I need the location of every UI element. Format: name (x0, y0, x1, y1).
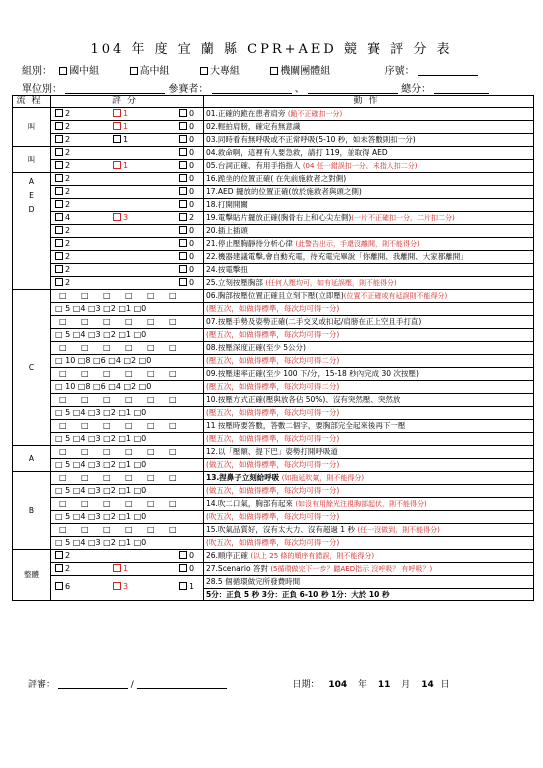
item-02: 02.輕拍肩膀，確定有無意識 (204, 121, 534, 134)
score-table (12, 95, 534, 601)
table-row (13, 173, 534, 186)
table-row (13, 524, 534, 537)
item-24: 24.按電擊扭 (204, 264, 534, 277)
section-b: B (13, 472, 51, 550)
table-row (13, 342, 534, 355)
date-year-unit: 年 (358, 680, 368, 690)
reviewer-field-2[interactable] (137, 678, 227, 689)
score-cell[interactable]: 2 0 (51, 173, 204, 186)
participant-field-2[interactable] (308, 83, 398, 94)
table-row (13, 186, 534, 199)
table-header (13, 96, 534, 108)
group-agency-label: 機關團體組 (280, 66, 331, 77)
participant-label: 參賽者： (168, 84, 209, 95)
item-07-sub: (壓五次，如做得標準，每次均可得一分) (204, 329, 534, 342)
participant-sep: 、 (294, 84, 305, 95)
score-boxes-row[interactable]: □ □ □ □ □ □ (51, 498, 204, 511)
score-boxes-row[interactable]: □ □ □ □ □ □ (51, 368, 204, 381)
score-cell[interactable]: 2 1 0 (51, 121, 204, 134)
unit-field[interactable] (65, 83, 165, 94)
participant-row (22, 80, 532, 95)
item-14-sub: (吹五次，如做得標準，每次均可得一分) (204, 511, 534, 524)
item-04: 04.救命啊，這裡有人要急救，請打 119，並取得 AED (204, 147, 534, 160)
header-action: 動作 (204, 96, 534, 108)
group-college-label: 大專組 (209, 66, 240, 77)
score-cell[interactable]: 2 1 0 (51, 134, 204, 147)
score-scale-10[interactable]: □ 10 □8 □6 □4 □2 □0 (51, 355, 204, 368)
date-day-unit: 日 (440, 680, 450, 690)
table-row (13, 576, 534, 589)
item-18: 18.打開開關 (204, 199, 534, 212)
score-cell[interactable]: 4 3 2 (51, 212, 204, 225)
total-field[interactable] (434, 83, 489, 94)
table-row (13, 108, 534, 121)
item-11-sub: (壓五次，如做得標準，每次均可得一分) (204, 433, 534, 446)
participant-field-1[interactable] (212, 83, 292, 94)
score-boxes-row[interactable]: □ □ □ □ □ □ (51, 446, 204, 459)
footer (28, 677, 528, 690)
score-cell[interactable]: 2 0 (51, 186, 204, 199)
group-junior-label: 國中組 (69, 66, 100, 77)
score-cell[interactable]: 2 1 0 (51, 160, 204, 173)
section-whole: 整體 (13, 550, 51, 601)
table-row (13, 420, 534, 433)
header-flow: 流程 (13, 96, 51, 108)
item-01: 01.正確的跪在患者肩旁 (跪不正確扣一分) (204, 108, 534, 121)
item-13: 13.捏鼻子立刻給呼吸 (如拖延吹氣，則不能得分) (204, 472, 534, 485)
score-scale-5[interactable]: □ 5 □4 □3 □2 □1 □0 (51, 433, 204, 446)
table-row (13, 472, 534, 485)
table-row (13, 394, 534, 407)
score-cell[interactable]: 6 3 1 (51, 576, 204, 601)
score-boxes-row[interactable]: □ □ □ □ □ □ (51, 316, 204, 329)
score-cell[interactable]: 2 0 (51, 264, 204, 277)
item-15: 15.吹氣品質好，沒有太大力、沒有超過 1 秒 (任一沒做到，則不能得分) (204, 524, 534, 537)
table-row (13, 433, 534, 446)
item-26: 26.順序正確 (以上 25 條的順序有錯誤，則不能得分) (204, 550, 534, 563)
date-label: 日期： (292, 680, 320, 690)
table-row (13, 303, 534, 316)
score-cell[interactable]: 2 0 (51, 550, 204, 563)
group-agency-checkbox[interactable] (270, 67, 278, 75)
score-boxes-row[interactable]: □ □ □ □ □ □ (51, 290, 204, 303)
section-a: A (13, 446, 51, 472)
total-label: 總分： (401, 84, 432, 95)
score-scale-5[interactable]: □ 5 □4 □3 □2 □1 □0 (51, 329, 204, 342)
item-08-sub: (壓五次，如做得標準，每次均可得二分) (204, 355, 534, 368)
item-08: 08.按壓深度正確(至少 5公分) (204, 342, 534, 355)
score-scale-5[interactable]: □ 5 □4 □3 □2 □1 □0 (51, 303, 204, 316)
seq-label: 序號： (384, 66, 415, 77)
item-13-sub: (做五次，如做得標準，每次均可得一分) (204, 485, 534, 498)
item-28: 28.5 個循環做完所發費時間 (204, 576, 534, 589)
item-25: 25.立刻按壓胸部 (任何人壓均可，如有延誤壓，則不能得分) (204, 277, 534, 290)
header-score: 評分 (51, 96, 204, 108)
date-month-unit: 月 (401, 680, 411, 690)
table-row (13, 407, 534, 420)
item-21: 21.停止壓胸靜待分析心律 (此警告出示，手還沒離開，則不能得分) (204, 238, 534, 251)
score-scale-5[interactable]: □ 5 □4 □3 □2 □1 □0 (51, 485, 204, 498)
table-row (13, 238, 534, 251)
group-senior-checkbox[interactable] (130, 67, 138, 75)
item-05: 05.台詞正確、有用手指指人 (04 任一錯誤扣一分，未指人扣二分) (204, 160, 534, 173)
item-12-sub: (做五次，如做得標準，每次均可得一分) (204, 459, 534, 472)
date-day: 14 (421, 680, 434, 690)
form-title: 104 年 度 宜 蘭 縣 CPR+AED 競 賽 評 分 表 (90, 42, 453, 57)
table-row (13, 381, 534, 394)
group-junior-checkbox[interactable] (59, 67, 67, 75)
section-aed: A E D (13, 173, 51, 290)
item-06: 06.胸部按壓位置正確且立刻下壓(立即壓)(位置不正確或有延誤則不能得分) (204, 290, 534, 303)
seq-field[interactable] (418, 65, 478, 76)
item-20: 20.插上插頭 (204, 225, 534, 238)
table-row (13, 368, 534, 381)
score-scale-5[interactable]: □ 5 □4 □3 □2 □1 □0 (51, 537, 204, 550)
score-cell[interactable]: 2 1 0 (51, 108, 204, 121)
date-year: 104 (328, 680, 348, 690)
group-college-checkbox[interactable] (200, 67, 208, 75)
table-row (13, 550, 534, 563)
item-16: 16.跪坐的位置正確( 在先前施救者之對側) (204, 173, 534, 186)
score-boxes-row[interactable]: □ □ □ □ □ □ (51, 394, 204, 407)
score-scale-10[interactable]: □ 10 □8 □6 □4 □2 □0 (51, 381, 204, 394)
item-03: 03.同時看有無呼吸或不正常呼吸(5-10 秒，如未答數則扣一分) (204, 134, 534, 147)
group-row (22, 62, 532, 77)
item-11: 11 按壓時要答數，答數二個字，要胸部完全起來後再下一壓 (204, 420, 534, 433)
item-09: 09.按壓速率正確(至少 100 下/分，15-18 秒內完成 30 次按壓) (204, 368, 534, 381)
table-row (13, 329, 534, 342)
score-boxes-row[interactable]: □ □ □ □ □ □ (51, 472, 204, 485)
item-15-sub: (吹五次，如做得標準，每次均可得一分) (204, 537, 534, 550)
group-label: 組別： (22, 66, 52, 77)
reviewer-field-1[interactable] (58, 678, 128, 689)
score-scale-5[interactable]: □ 5 □4 □3 □2 □1 □0 (51, 407, 204, 420)
table-row (13, 199, 534, 212)
table-row (13, 511, 534, 524)
item-19: 19.電擊貼片擺放正確(胸骨右上和心尖左側)(一片不正確扣一分，二片扣二分) (204, 212, 534, 225)
table-row (13, 485, 534, 498)
table-row (13, 277, 534, 290)
score-boxes-row[interactable]: □ □ □ □ □ □ (51, 524, 204, 537)
item-28-detail: 5分：正負 5 秒 3分：正負 6-10 秒 1分：大於 10 秒 (204, 588, 534, 601)
item-07: 07.按壓手勢及姿勢正確(二手交叉或扣起/肩膀在正上空且手打直) (204, 316, 534, 329)
table-row (13, 459, 534, 472)
table-row (13, 134, 534, 147)
section-call-2: 叫 (13, 147, 51, 173)
item-12: 12.以「壓額、提下巴」姿勢打開呼吸道 (204, 446, 534, 459)
date-month: 11 (377, 680, 391, 690)
item-10-sub: (壓五次，如做得標準，每次均可得一分) (204, 407, 534, 420)
score-cell[interactable]: 2 0 (51, 199, 204, 212)
table-row (13, 355, 534, 368)
section-c: C (13, 290, 51, 446)
score-cell[interactable]: 2 0 (51, 147, 204, 160)
table-row (13, 264, 534, 277)
item-06-sub: (壓五次，如做得標準，每次均可得一分) (204, 303, 534, 316)
item-27: 27.Scenario 答對 (5循環做完下一步？聽AED指示 沒呼吸？ 有呼吸？) (204, 563, 534, 576)
score-cell[interactable]: 2 0 (51, 225, 204, 238)
reviewer-slash: / (130, 680, 134, 690)
table-row (13, 446, 534, 459)
table-row (13, 290, 534, 303)
item-14: 14.吹二口氣，胸部有起來 (如沒有用餘光注視胸部起伏，則不能得分) (204, 498, 534, 511)
item-09-sub: (壓五次，如做得標準，每次均可得二分) (204, 381, 534, 394)
table-row (13, 225, 534, 238)
table-row (13, 498, 534, 511)
group-senior-label: 高中組 (139, 66, 170, 77)
table-row (13, 160, 534, 173)
table-row (13, 121, 534, 134)
score-cell[interactable]: 2 0 (51, 277, 204, 290)
section-call-1: 叫 (13, 108, 51, 147)
score-cell[interactable]: 2 0 (51, 251, 204, 264)
score-cell[interactable]: 2 1 0 (51, 563, 204, 576)
unit-label: 單位別： (22, 84, 62, 95)
table-row (13, 251, 534, 264)
table-row (13, 147, 534, 160)
item-17: 17.AED 擺放的位置正確(放於施救者與頭之側) (204, 186, 534, 199)
score-boxes-row[interactable]: □ □ □ □ □ □ (51, 420, 204, 433)
table-row (13, 563, 534, 576)
reviewer-label: 評審： (28, 680, 56, 690)
item-22: 22.機器建議電擊,會自動充電，待充電完畢說「你離開、我離開、大家都離開」 (204, 251, 534, 264)
score-scale-5[interactable]: □ 5 □4 □3 □2 □1 □0 (51, 511, 204, 524)
table-row (13, 537, 534, 550)
table-row (13, 316, 534, 329)
score-cell[interactable]: 2 0 (51, 238, 204, 251)
score-scale-5[interactable]: □ 5 □4 □3 □2 □1 □0 (51, 459, 204, 472)
table-row (13, 212, 534, 225)
score-boxes-row[interactable]: □ □ □ □ □ □ (51, 342, 204, 355)
item-10: 10.按壓方式正確(壓與放各佔 50%)、沒有突然壓、突然放 (204, 394, 534, 407)
